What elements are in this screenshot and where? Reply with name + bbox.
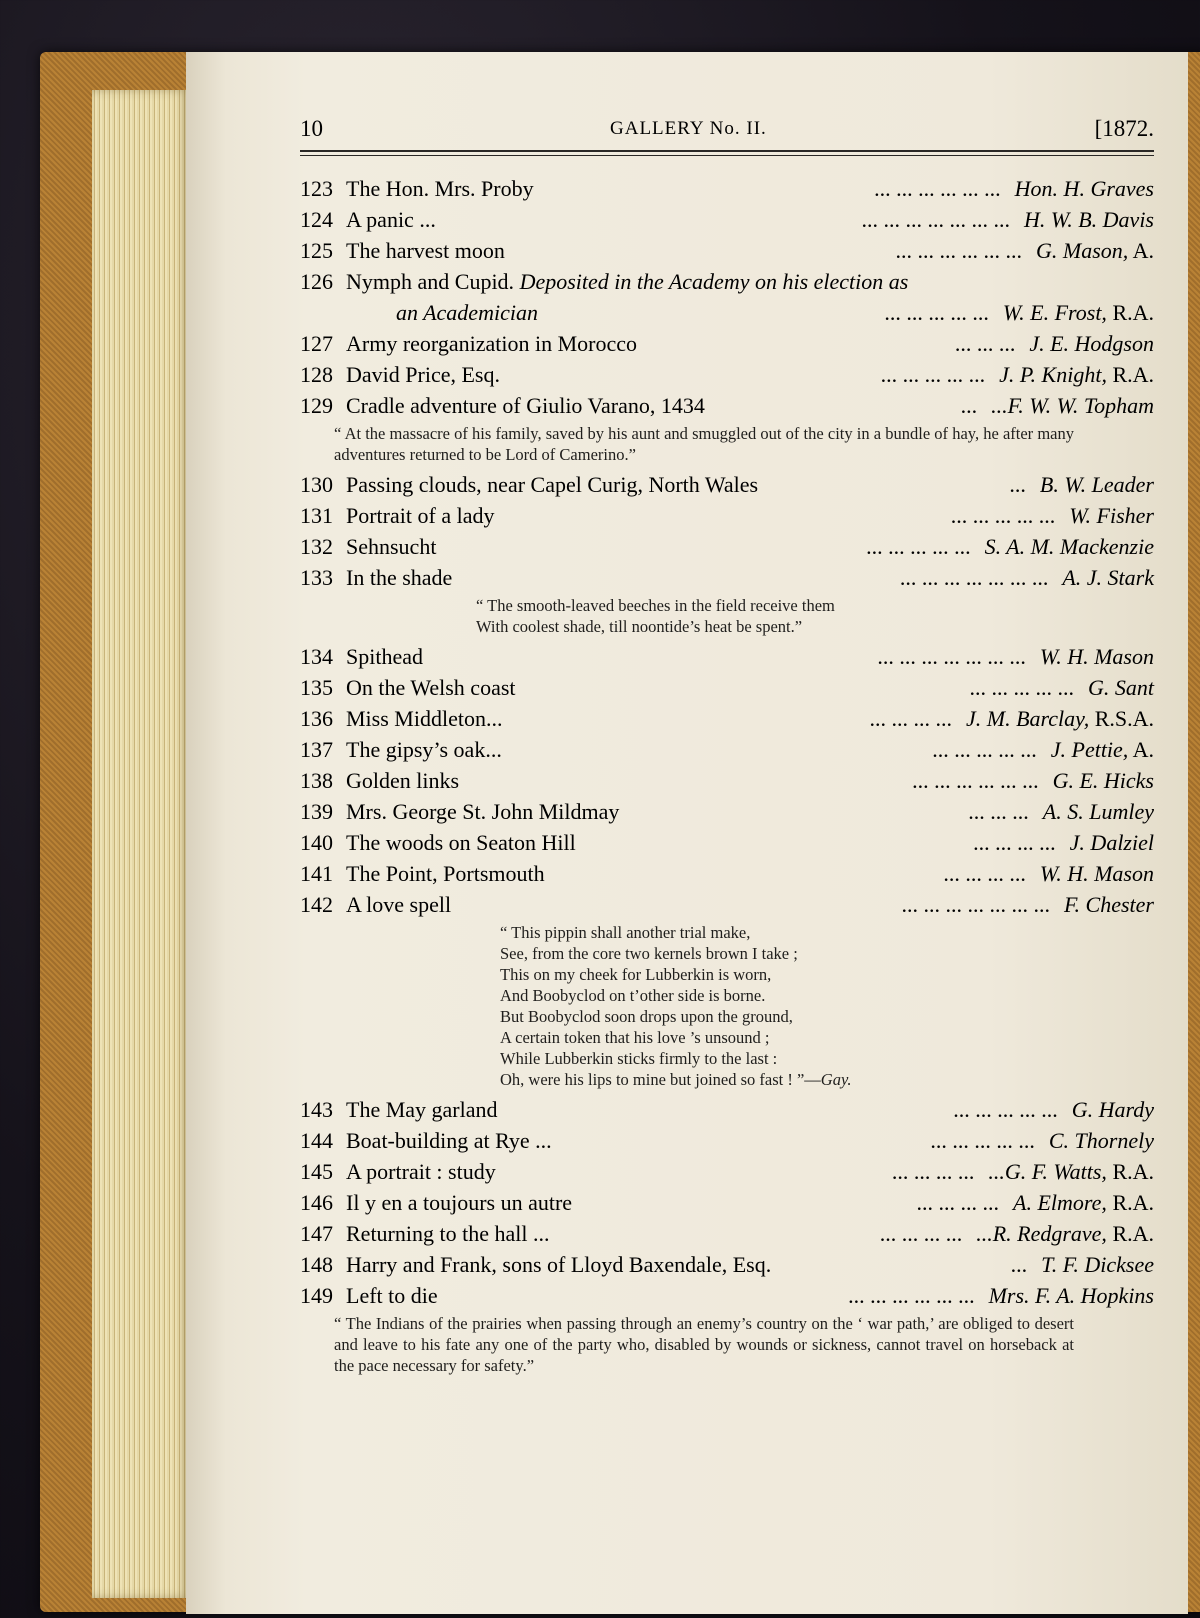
entry-artist — [895, 889, 1154, 920]
entry-title-text: Harry and Frank, sons of Lloyd Baxendale, Esq. — [346, 1252, 772, 1277]
verse-line — [500, 1069, 1154, 1090]
artist-rank: A. — [1128, 737, 1154, 762]
dot-leader: ... ... ... ... — [916, 1190, 1000, 1215]
dot-leader: ... ... ... ... ... — [884, 300, 989, 325]
catalogue-entry — [300, 204, 1154, 235]
entry-title — [346, 562, 452, 593]
entry-title-text: Mrs. George St. John Mildmay — [346, 799, 620, 824]
entry-artist — [1005, 1249, 1154, 1280]
entry-title-text: In the shade — [346, 565, 453, 590]
entry-title — [346, 204, 436, 235]
entry-title-text: Spithead — [346, 644, 423, 669]
entry-title — [346, 359, 500, 390]
entry-row — [300, 1280, 1154, 1311]
catalogue-entry — [300, 562, 1154, 641]
entry-row — [300, 266, 1154, 297]
entry-row — [300, 328, 1154, 359]
artist-rank: A. — [1128, 238, 1154, 263]
artist-name: G. E. Hicks — [1052, 768, 1154, 793]
entry-artist — [1003, 469, 1154, 500]
entry-row — [300, 562, 1154, 593]
dot-leader: ... ... ... ... ... ... ... — [877, 644, 1026, 669]
artist-name: G. Mason, — [1036, 238, 1129, 263]
entry-artist — [911, 1187, 1154, 1218]
entry-row — [300, 703, 1154, 734]
dot-leader: ... ... ... ... ... — [880, 362, 986, 387]
entry-title-text: A portrait : study — [346, 1159, 496, 1184]
dot-leader: ... ... ... ... — [973, 830, 1056, 855]
catalogue-entry — [300, 1187, 1154, 1218]
entry-artist — [906, 765, 1154, 796]
header-rule — [300, 150, 1154, 152]
verse-line — [500, 922, 1154, 943]
entry-artist — [894, 562, 1154, 593]
verse-line — [500, 1027, 1154, 1048]
entry-number: 136 — [300, 706, 333, 731]
dot-leader: ... ... ... ... ... ... — [874, 176, 1001, 201]
entry-row — [300, 641, 1154, 672]
entry-title — [346, 266, 908, 297]
entry-artist — [886, 1156, 1154, 1187]
entry-row — [300, 889, 1154, 920]
dot-leader: ... ... ... ... ... — [953, 1097, 1058, 1122]
entry-artist — [864, 703, 1155, 734]
dot-leader: ... ... ... ... ... — [950, 503, 1056, 528]
catalogue-entry — [300, 641, 1154, 672]
entry-row — [300, 734, 1154, 765]
entry-title-continued: an Academician — [396, 300, 538, 325]
entry-verse — [300, 920, 1154, 1094]
entry-row — [300, 1094, 1154, 1125]
entry-title — [346, 1187, 572, 1218]
entry-number: 135 — [300, 675, 333, 700]
dot-leader: ... ... ... ... ... — [969, 675, 1074, 700]
entry-title-note: Deposited in the Academy on his election as — [519, 269, 909, 294]
entry-number: 141 — [300, 861, 333, 886]
entry-artist — [962, 796, 1154, 827]
entry-title — [346, 173, 534, 204]
entry-title — [346, 469, 758, 500]
verse-line-text: Oh, were his lips to mine but joined so fast ! ”— — [500, 1070, 821, 1089]
entry-title-text: The woods on Seaton Hill — [346, 830, 576, 855]
entry-artist — [967, 827, 1154, 858]
entry-title-text: Cradle adventure of Giulio Varano, 1434 — [346, 393, 705, 418]
entry-title-text: The harvest moon — [346, 238, 505, 263]
verse-line-text: But Boobyclod soon drops upon the ground, — [500, 1007, 793, 1026]
dot-leader: ... — [1010, 1252, 1028, 1277]
entry-artist — [937, 858, 1154, 889]
entry-row — [300, 235, 1154, 266]
artist-name: J. E. Hodgson — [1029, 331, 1154, 356]
entry-number: 130 — [300, 472, 333, 497]
entry-row — [300, 1156, 1154, 1187]
entry-row — [300, 1125, 1154, 1156]
verse-line — [500, 1006, 1154, 1027]
artist-name: W. Fisher — [1069, 503, 1154, 528]
entry-title — [346, 703, 502, 734]
entry-artist — [878, 297, 1154, 328]
verse-line — [500, 1048, 1154, 1069]
entry-row — [300, 390, 1154, 421]
entry-artist — [945, 500, 1154, 531]
dot-leader: ... — [1009, 472, 1026, 497]
entry-number: 142 — [300, 892, 333, 917]
entry-title — [346, 1125, 552, 1156]
page-number: 10 — [300, 116, 323, 141]
artist-name: T. F. Dicksee — [1041, 1252, 1154, 1277]
artist-name: J. M. Barclay, — [966, 706, 1090, 731]
verse-line — [500, 943, 1154, 964]
artist-name: S. A. M. Mackenzie — [984, 534, 1154, 559]
catalogue-entry — [300, 359, 1154, 390]
artist-name: F. Chester — [1063, 892, 1154, 917]
entry-number: 140 — [300, 830, 333, 855]
entry-title-text: David Price, Esq. — [346, 362, 500, 387]
entry-artist — [926, 734, 1154, 765]
entry-row — [300, 1249, 1154, 1280]
entry-artist — [924, 1125, 1154, 1156]
dot-leader: ... ... ... ... — [891, 1159, 975, 1184]
entry-title-text: Left to die — [346, 1283, 438, 1308]
artist-name: A. J. Stark — [1062, 565, 1154, 590]
entry-artist — [842, 1280, 1154, 1311]
artist-name: W. H. Mason — [1039, 644, 1154, 669]
verse-line-text: A certain token that his love ’s unsound ; — [500, 1028, 770, 1047]
entry-row — [300, 1187, 1154, 1218]
gallery-title: GALLERY No. II. — [610, 118, 767, 139]
entry-number: 132 — [300, 534, 333, 559]
catalogue-entry — [300, 235, 1154, 266]
entry-artist — [868, 173, 1154, 204]
artist-name: J. Pettie, — [1050, 737, 1129, 762]
entry-artist — [955, 390, 1154, 421]
year: [1872. — [1094, 116, 1154, 141]
entry-title-text: A panic ... — [346, 207, 436, 232]
catalogue-entry — [300, 1249, 1154, 1280]
catalogue-entry — [300, 889, 1154, 1094]
entry-title — [346, 1280, 438, 1311]
verse-line — [500, 964, 1154, 985]
artist-name: W. E. Frost, — [1002, 300, 1107, 325]
dot-leader: ... ... ... ... ... — [932, 737, 1037, 762]
entry-title-text: Sehnsucht — [346, 534, 437, 559]
entry-quote: “ The Indians of the prairies when passing through an enemy’s country on the ‘ war path,’ are obliged to desert and leave to his fate any one of the party who, disabled by wounds or sickness, cannot travel on horseback at the pace necessary for safety.” — [334, 1314, 1074, 1375]
entry-number: 139 — [300, 799, 333, 824]
entry-title — [346, 1218, 549, 1249]
page-edges — [92, 90, 190, 1598]
entry-title — [346, 765, 459, 796]
entry-number: 147 — [300, 1221, 333, 1246]
dot-leader: ... ... ... ... ... ... — [848, 1283, 975, 1308]
artist-name: W. H. Mason — [1039, 861, 1154, 886]
entry-number: 148 — [300, 1252, 333, 1277]
dot-leader: ... ... ... — [954, 331, 1016, 356]
entry-number: 137 — [300, 737, 333, 762]
dot-leader: ... ... ... ... ... ... ... — [901, 892, 1050, 917]
entry-title — [346, 1156, 496, 1187]
verse-line-text: “ This pippin shall another trial make, — [500, 923, 751, 942]
entry-row — [300, 500, 1154, 531]
entry-number: 133 — [300, 565, 333, 590]
catalogue-entry — [300, 1218, 1154, 1249]
entry-row — [300, 359, 1154, 390]
entry-artist — [871, 641, 1154, 672]
verse-line-text: And Boobyclod on t’other side is borne. — [500, 986, 766, 1005]
entry-number: 127 — [300, 331, 333, 356]
entry-row — [300, 827, 1154, 858]
entry-number: 124 — [300, 207, 333, 232]
entry-title-text: Army reorganization in Morocco — [346, 331, 638, 356]
entry-title-text: The May garland — [346, 1097, 498, 1122]
artist-name: Mrs. F. A. Hopkins — [988, 1283, 1154, 1308]
verse-attribution: Gay. — [820, 1070, 852, 1089]
entry-number: 143 — [300, 1097, 333, 1122]
entry-title — [346, 827, 576, 858]
header-rule — [300, 155, 1154, 156]
entry-title-text: Il y en a toujours un autre — [346, 1190, 573, 1215]
entry-number: 129 — [300, 393, 333, 418]
catalogue-entry — [300, 1094, 1154, 1125]
entry-number: 123 — [300, 176, 333, 201]
catalogue-entry — [300, 672, 1154, 703]
entry-title — [346, 390, 705, 421]
entry-title-text: Golden links — [346, 768, 460, 793]
entry-title-text: Boat-building at Rye ... — [346, 1128, 552, 1153]
artist-name: J. P. Knight, — [999, 362, 1107, 387]
artist-rank: R.A. — [1106, 1159, 1154, 1184]
verse-line-text: While Lubberkin sticks firmly to the last : — [500, 1049, 778, 1068]
catalogue-entry — [300, 531, 1154, 562]
entry-row — [300, 297, 1154, 328]
entry-title-text: Passing clouds, near Capel Curig, North Wales — [346, 472, 759, 497]
verse-line — [500, 985, 1154, 1006]
dot-leader: ... — [960, 393, 978, 418]
entry-number: 138 — [300, 768, 333, 793]
verse-line: “ The smooth-leaved beeches in the field receive them — [476, 596, 835, 615]
dot-leader: ... ... ... ... — [879, 1221, 963, 1246]
entry-title — [346, 235, 505, 266]
artist-name: ...G. F. Watts, — [988, 1159, 1107, 1184]
catalogue-entry — [300, 266, 1154, 328]
entry-number: 131 — [300, 503, 333, 528]
entry-title — [346, 734, 502, 765]
entry-artist — [860, 531, 1154, 562]
entry-number: 149 — [300, 1283, 333, 1308]
entry-row — [300, 173, 1154, 204]
entry-title — [346, 796, 619, 827]
dot-leader: ... ... ... ... ... — [866, 534, 971, 559]
entry-number: 146 — [300, 1190, 333, 1215]
entry-number: 125 — [300, 238, 333, 263]
entry-row — [300, 1218, 1154, 1249]
entry-artist — [947, 1094, 1154, 1125]
artist-rank: R.A. — [1106, 300, 1154, 325]
artist-name: G. Sant — [1088, 675, 1154, 700]
entry-row — [300, 672, 1154, 703]
entry-title-text: Portrait of a lady — [346, 503, 495, 528]
artist-name: ...R. Redgrave, — [976, 1221, 1107, 1246]
entry-row — [300, 469, 1154, 500]
catalogue-entry — [300, 858, 1154, 889]
entry-row — [300, 204, 1154, 235]
entry-number: 144 — [300, 1128, 333, 1153]
entry-number: 145 — [300, 1159, 333, 1184]
dot-leader: ... ... ... ... ... ... ... — [861, 207, 1011, 232]
entry-artist — [964, 672, 1155, 703]
catalogue-entry — [300, 500, 1154, 531]
artist-name: G. Hardy — [1071, 1097, 1154, 1122]
entry-title — [346, 858, 545, 889]
dot-leader: ... ... ... — [968, 799, 1029, 824]
dot-leader: ... ... ... ... ... — [930, 1128, 1035, 1153]
artist-name: C. Thornely — [1048, 1128, 1154, 1153]
verse-line-text: This on my cheek for Lubberkin is worn, — [500, 965, 772, 984]
catalogue-entry — [300, 1280, 1154, 1380]
artist-name: H. W. B. Davis — [1024, 207, 1154, 232]
catalogue-entries — [300, 173, 1154, 1380]
entry-title-text: On the Welsh coast — [346, 675, 516, 700]
dot-leader: ... ... ... ... — [869, 706, 952, 731]
entry-title-text: Returning to the hall ... — [346, 1221, 550, 1246]
entry-title — [346, 889, 451, 920]
artist-name: ...F. W. W. Topham — [991, 393, 1154, 418]
entry-row — [300, 796, 1154, 827]
artist-name: Hon. H. Graves — [1014, 176, 1154, 201]
entry-artist — [875, 359, 1154, 390]
artist-rank: R.A. — [1106, 1221, 1154, 1246]
catalogue-entry — [300, 734, 1154, 765]
entry-number: 134 — [300, 644, 333, 669]
dot-leader: ... ... ... ... ... ... — [895, 238, 1023, 263]
artist-rank: R.S.A. — [1089, 706, 1154, 731]
entry-artist — [856, 204, 1154, 235]
artist-name: J. Dalziel — [1069, 830, 1154, 855]
dot-leader: ... ... ... ... ... ... — [912, 768, 1039, 793]
running-head — [300, 112, 1154, 146]
dot-leader: ... ... ... ... ... ... ... — [899, 565, 1049, 590]
catalogue-entry — [300, 469, 1154, 500]
catalogue-entry — [300, 1125, 1154, 1156]
catalogue-entry — [300, 827, 1154, 858]
entry-title — [346, 1094, 498, 1125]
catalogue-entry — [300, 1156, 1154, 1187]
entry-verse — [300, 593, 1154, 641]
entry-quote: “ At the massacre of his family, saved by his aunt and smuggled out of the city in a bundle of hay, he after many adventures returned to be Lord of Camerino.” — [334, 424, 1074, 464]
entry-title-text: The gipsy’s oak... — [346, 737, 502, 762]
artist-rank: R.A. — [1106, 1190, 1154, 1215]
artist-rank: R.A. — [1106, 362, 1154, 387]
verse-line-text: See, from the core two kernels brown I take ; — [500, 944, 798, 963]
catalogue-entry — [300, 765, 1154, 796]
artist-name: A. Elmore, — [1013, 1190, 1107, 1215]
entry-title-text: The Point, Portsmouth — [346, 861, 545, 886]
entry-number: 128 — [300, 362, 333, 387]
dot-leader: ... ... ... ... — [943, 861, 1026, 886]
entry-number: 126 — [300, 269, 333, 294]
catalogue-entry — [300, 703, 1154, 734]
entry-title — [346, 531, 436, 562]
catalogue-entry — [300, 328, 1154, 359]
entry-title — [346, 1249, 771, 1280]
catalogue-entry — [300, 390, 1154, 469]
entry-title — [346, 328, 637, 359]
catalogue-entry — [300, 173, 1154, 204]
entry-row — [300, 858, 1154, 889]
entry-artist — [874, 1218, 1154, 1249]
catalogue-entry — [300, 796, 1154, 827]
entry-row — [300, 531, 1154, 562]
entry-title — [346, 500, 494, 531]
verse-line: With coolest shade, till noontide’s heat be spent.” — [476, 617, 803, 636]
entry-title — [346, 672, 516, 703]
artist-name: A. S. Lumley — [1042, 799, 1154, 824]
entry-title-text: Nymph and Cupid. — [346, 269, 515, 294]
entry-title — [346, 641, 423, 672]
entry-title-text: The Hon. Mrs. Proby — [346, 176, 534, 201]
artist-name: B. W. Leader — [1039, 472, 1154, 497]
entry-row — [300, 765, 1154, 796]
entry-title-text: A love spell — [346, 892, 452, 917]
entry-artist — [890, 235, 1154, 266]
entry-title-text: Miss Middleton... — [346, 706, 503, 731]
entry-artist — [949, 328, 1154, 359]
